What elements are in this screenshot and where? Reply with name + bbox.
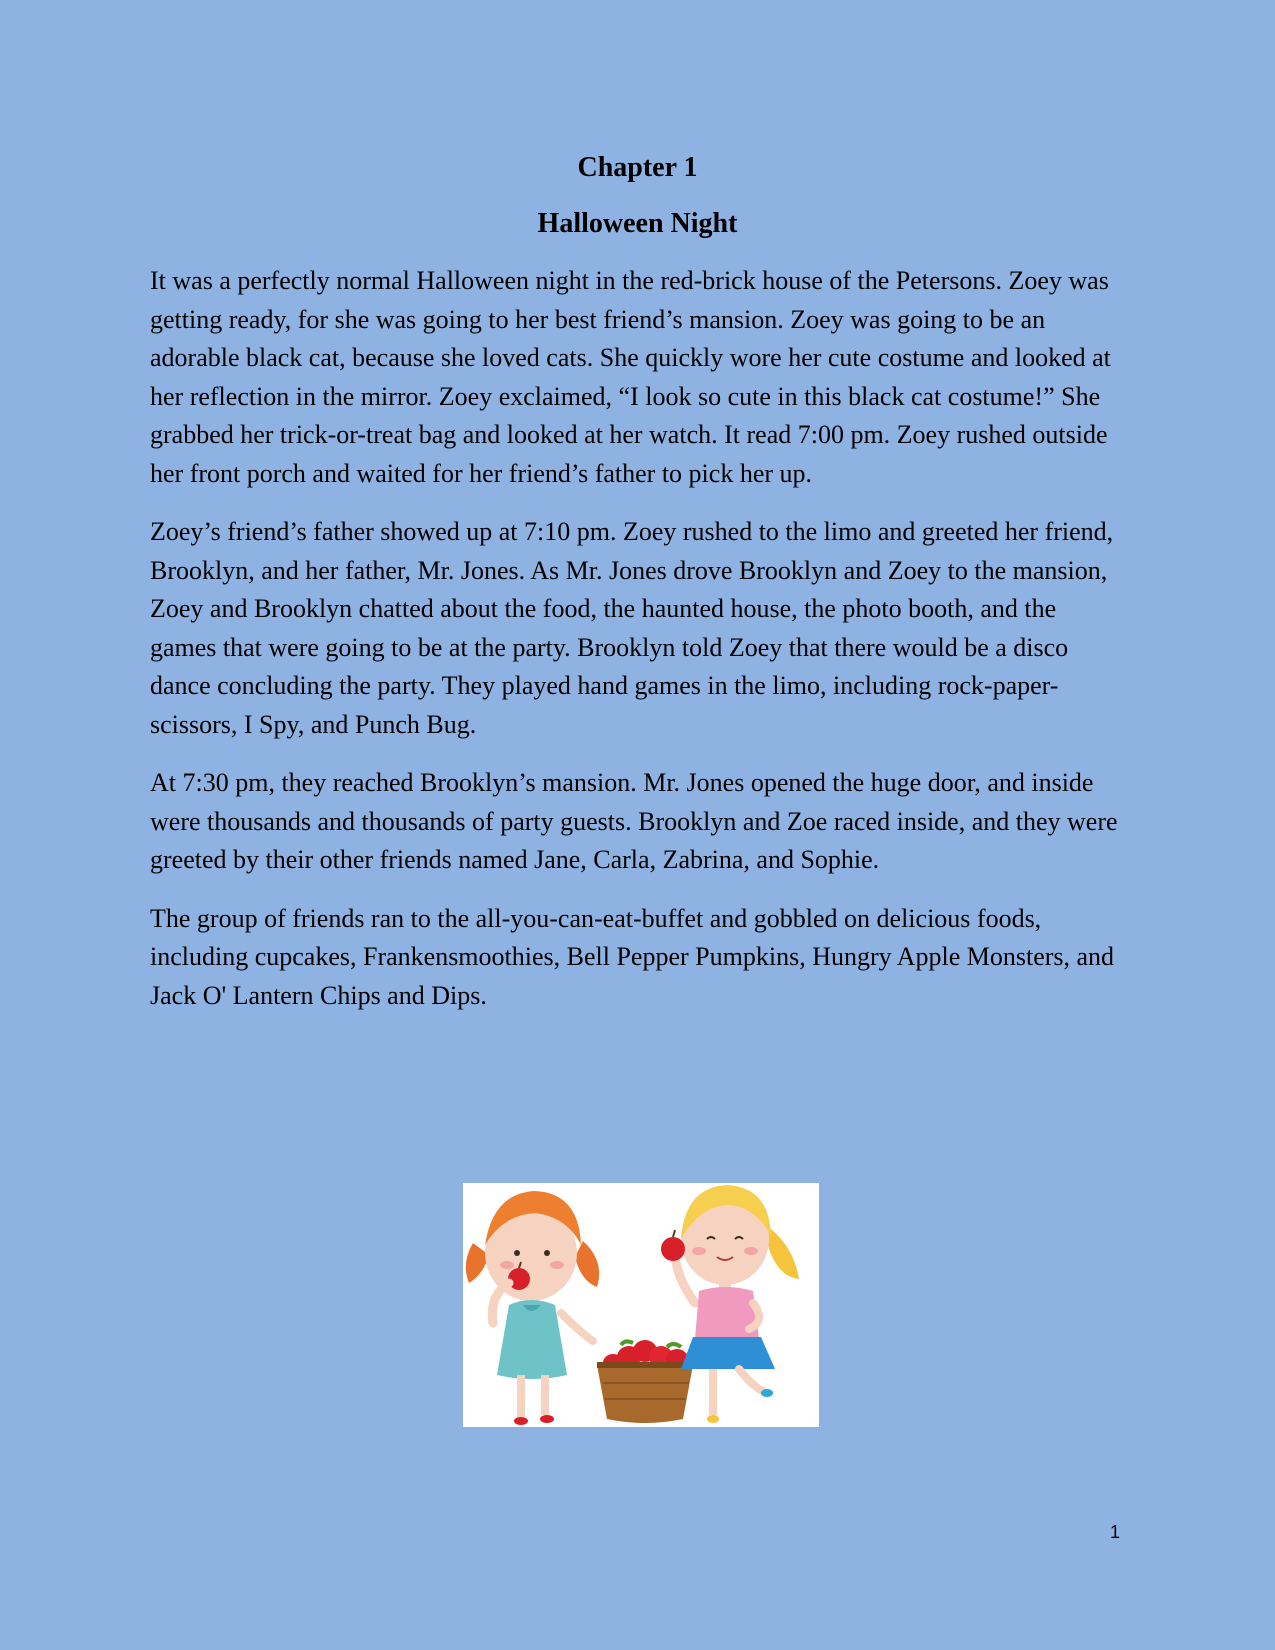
page-number: 1 xyxy=(1110,1522,1121,1542)
illustration-svg xyxy=(463,1183,819,1427)
apple-basket xyxy=(597,1340,693,1423)
paragraph-4: The group of friends ran to the all-you-can-eat-buffet and gobbled on delicious foods, including cupcakes, Frankensmoothies, Bell Pepper Pumpkins, Hungry Apple Monsters, and Jack O' Lantern Chips and Dips. xyxy=(150,903,1115,1010)
paragraph-2: Zoey’s friend’s father showed up at 7:10 pm. Zoey rushed to the limo and greeted her friend, Brooklyn, and her father, Mr. Jones. As Mr. Jones drove Brooklyn and Zoey to the mansion, Zoey and Brooklyn chatted about the food, the haunted house, the photo booth, and the games that were going to be at the party. Brooklyn told Zoey that there would be a disco dance concluding the party. They played hand games in the limo, including rock-paper-scissors, I Spy, and Punch Bug. xyxy=(150,517,1114,739)
document-body xyxy=(150,140,1125,1035)
left-girl xyxy=(466,1191,599,1425)
paragraph-1: It was a perfectly normal Halloween night in the red-brick house of the Petersons. Zoey was getting ready, for she was going to her best friend’s mansion. Zoey was going to be an adorable black cat, because she loved cats. She quickly wore her cute costume and looked at her reflection in the mirror. Zoey exclaimed, “I look so cute in this black cat costume!” She grabbed her trick-or-treat bag and looked at her watch. It read 7:00 pm. Zoey rushed outside her front porch and waited for her friend’s father to pick her up. xyxy=(150,266,1111,488)
chapter-title: Chapter 1 xyxy=(577,152,698,183)
girls-with-apples-illustration xyxy=(463,1183,819,1427)
paragraph-3: At 7:30 pm, they reached Brooklyn’s mansion. Mr. Jones opened the huge door, and inside were thousands and thousands of party guests. Brooklyn and Zoe raced inside, and they were greeted by their other friends named Jane, Carla, Zabrina, and Sophie. xyxy=(150,768,1118,874)
chapter-subtitle: Halloween Night xyxy=(537,208,738,239)
